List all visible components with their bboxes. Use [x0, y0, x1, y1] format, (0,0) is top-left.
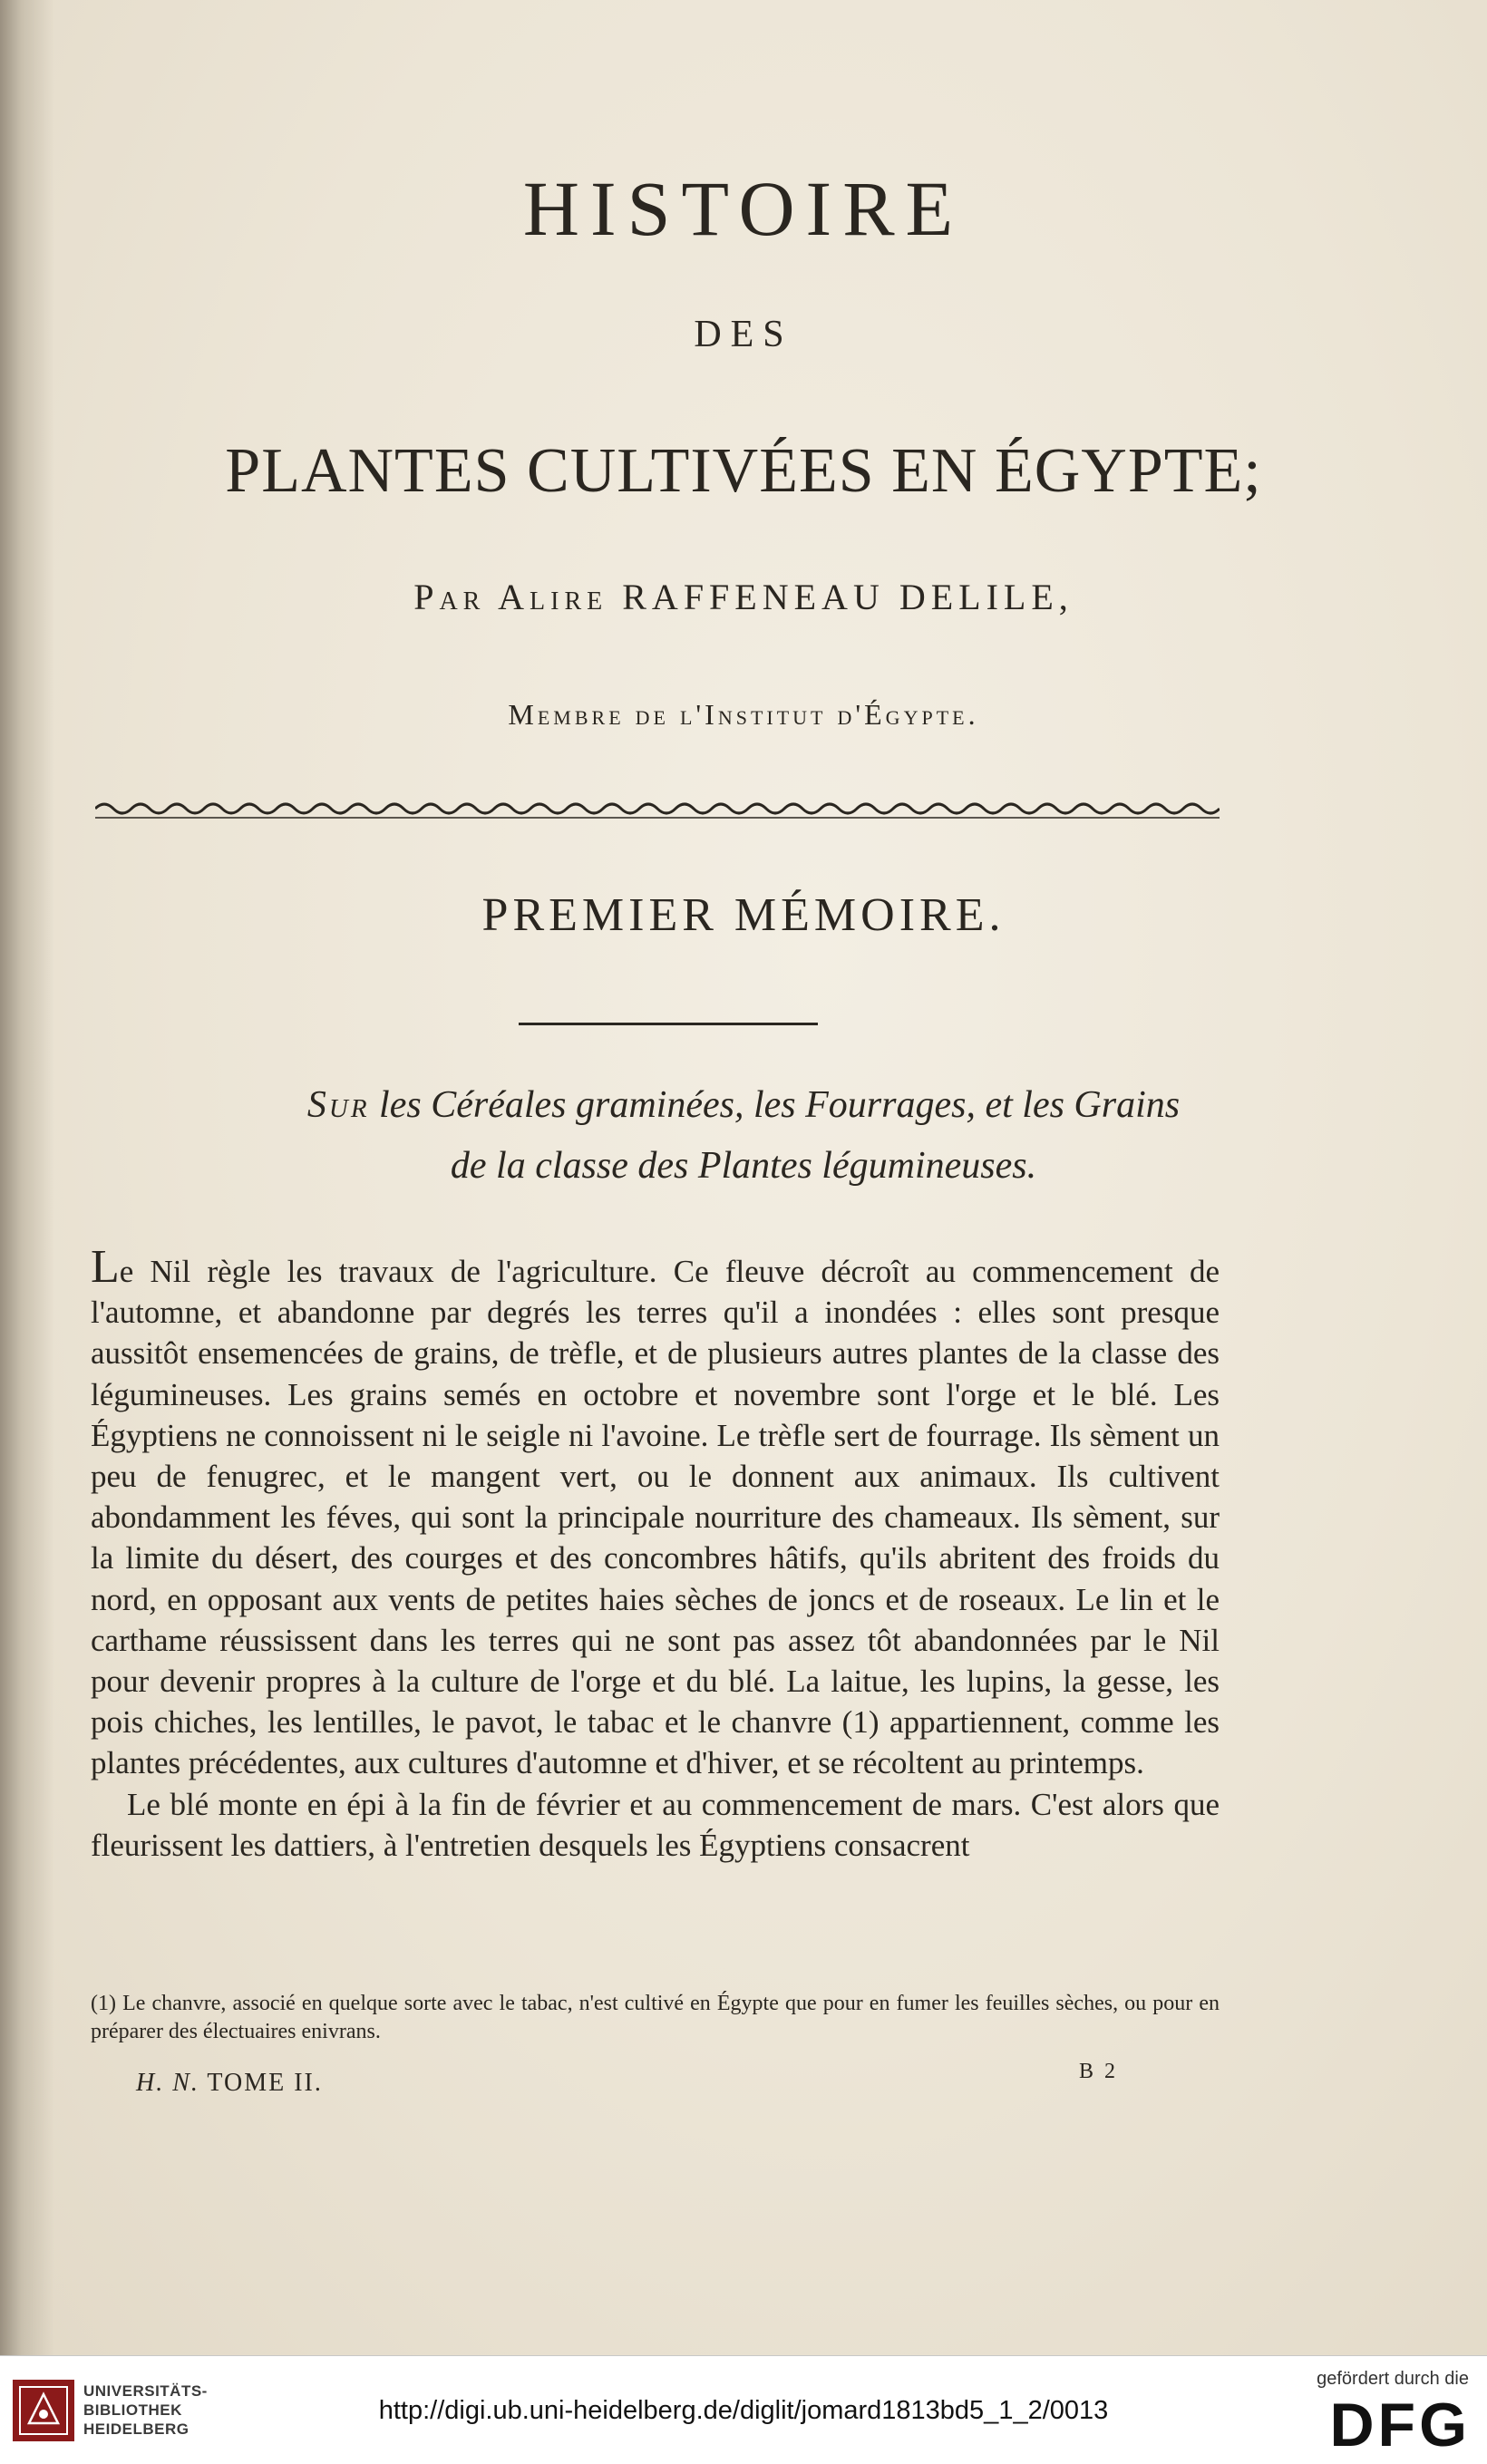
paragraph-1-text: e Nil règle les travaux de l'agriculture. Ce fleuve décroît au commencement de l'automne, et abandonne par degrés les terres qu'il a inondées : elles sont presque aussitôt ensemencées de grains, de trèfle, et de plusieurs autres plantes de la classe des légumineuses. Les grains semés en octobre et novembre sont l'orge et le blé. Les Égyptiens ne connoissent ni le seigle ni l'avoine. Le trèfle sert de fourrage. Ils sèment un peu de fenugrec, et le mangent vert, ou le donnent aux animaux. Ils cultivent abondamment les féves, qui sont la principale nourriture des chameaux. Ils sèment, sur la limite du désert, des courges et des concombres hâtifs, qu'ils abritent des froids du nord, en opposant aux vents de petites haies sèches de joncs et de roseaux. Le lin et le carthame réussissent dans les terres qui ne sont pas assez tôt abandonnées par le Nil pour devenir propres à la culture de l'orge et du blé. La laitue, les lupins, la gesse, les pois chiches, les lentilles, le pavot, le tabac et le chanvre (1) appartiennent, comme les plantes précédentes, aux cultures d'automne et d'hiver, et se récoltent au printemps.	[91, 1254, 1220, 1781]
title-histoire: HISTOIRE	[522, 165, 965, 252]
library-name-line-2: BIBLIOTHEK	[83, 2401, 182, 2419]
membre-line: Membre de l'Institut d'Égypte.	[508, 698, 979, 731]
body-text	[91, 1241, 1220, 1866]
memoire-heading: PREMIER MÉMOIRE.	[481, 889, 1006, 941]
library-name-line-1: UNIVERSITÄTS-	[83, 2382, 208, 2400]
subject-line-1	[0, 1083, 1487, 1127]
permalink-url[interactable]: http://digi.ub.uni-heidelberg.de/diglit/jomard1813bd5_1_2/0013	[378, 2396, 1109, 2425]
subject-line-1-rest: les Céréales graminées, les Fourrages, et les Grains	[369, 1084, 1181, 1126]
funded-by-label: gefördert durch die	[1317, 2369, 1469, 2389]
signature-line	[136, 2069, 323, 2098]
subject-line-2: de la classe des Plantes légumineuses.	[450, 1145, 1037, 1187]
signature-italic: H. N.	[136, 2069, 199, 2097]
signature-rest: TOME II.	[199, 2069, 323, 2097]
drop-cap: L	[91, 1241, 120, 1293]
dfg-logo: DFG	[1329, 2391, 1471, 2459]
sheet-mark: B 2	[1079, 2060, 1119, 2083]
library-name-line-3: HEIDELBERG	[83, 2420, 190, 2438]
footer-bar	[0, 2355, 1487, 2464]
author-line: Par Alire RAFFENEAU DELILE,	[413, 577, 1074, 617]
wavy-divider	[95, 798, 1220, 825]
paragraph-2: Le blé monte en épi à la fin de février et au commencement de mars. C'est alors que fleurissent les dattiers, à l'entretien desquels les Égyptiens consacrent	[91, 1786, 1220, 1863]
title-des: DES	[694, 314, 793, 355]
short-rule	[519, 1023, 818, 1025]
footnote: (1) Le chanvre, associé en quelque sorte avec le tabac, n'est cultivé en Égypte que pour en fumer les feuilles sèches, ou pour en préparer des électuaires enivrans.	[91, 1992, 1220, 2043]
paragraph-1	[91, 1241, 1220, 1784]
subject-smallcaps: Sur	[306, 1084, 370, 1126]
title-plantes: PLANTES CULTIVÉES EN ÉGYPTE;	[225, 436, 1262, 506]
